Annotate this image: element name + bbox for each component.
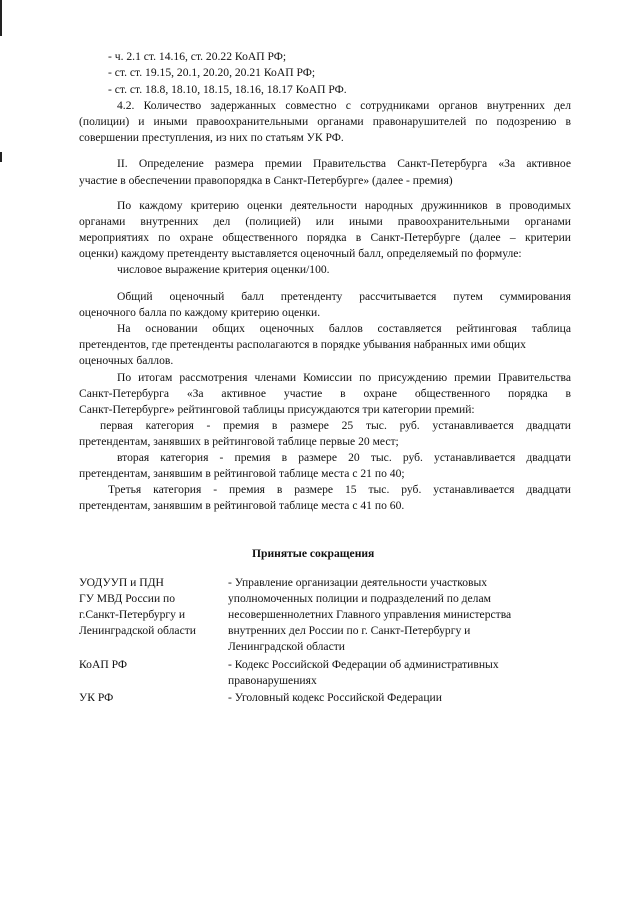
paragraph-line: По каждому критерию оценки деятельности народных дружинников в проводимых	[117, 199, 571, 212]
abbreviation-term: КоАП РФ	[79, 658, 128, 671]
abbreviation-definition: правонарушениях	[228, 674, 317, 687]
formula-line: числовое выражение критерия оценки/100.	[117, 263, 330, 276]
paragraph-line: претендентам, занявшим в рейтинговой таблице места с 41 по 60.	[79, 499, 405, 512]
paragraph-line: (полиции) и иными правоохранительными органами правонарушителей по подозрению в	[79, 115, 571, 128]
paragraph-line: На основании общих оценочных баллов составляется рейтинговая таблица	[117, 322, 571, 335]
section-heading: участие в обеспечении правопорядка в Санкт-Петербурге» (далее - премия)	[79, 174, 453, 187]
section-heading: II. Определение размера премии Правительства Санкт-Петербурга «За активное	[117, 157, 571, 170]
paragraph-line: претендентам, занявших в рейтинговой таблице первые 20 мест;	[79, 435, 399, 448]
paragraph-line: претендентам, занявшим в рейтинговой таблице места с 21 по 40;	[79, 467, 405, 480]
paragraph-line: 4.2. Количество задержанных совместно с сотрудниками органов внутренних дел	[117, 99, 571, 112]
paragraph-line: Третья категория - премия в размере 15 тыс. руб. устанавливается двадцати	[108, 483, 571, 496]
paragraph-line: органами внутренних дел (полицией) или иными правоохранительными органами	[79, 215, 571, 228]
paragraph-line: оценки) каждому претенденту выставляется оценочный балл, определяемый по формуле:	[79, 247, 522, 260]
abbreviation-definition: - Управление организации деятельности участковых	[228, 576, 488, 589]
scan-edge-mark	[0, 152, 2, 162]
abbreviation-term: Ленинградской области	[79, 624, 196, 637]
abbreviation-definition: Ленинградской области	[228, 640, 345, 653]
paragraph-line: претендентов, где претенденты располагаются в порядке убывания набранных ими общих	[79, 338, 526, 351]
paragraph-line: Санкт-Петербурге» рейтинговой таблицы присуждаются три категории премий:	[79, 403, 475, 416]
paragraph-line: Общий оценочный балл претенденту рассчитывается путем суммирования	[117, 290, 571, 303]
paragraph-line: первая категория - премия в размере 25 тыс. руб. устанавливается двадцати	[100, 419, 571, 432]
list-item: - ст. ст. 18.8, 18.10, 18.15, 18.16, 18.17 КоАП РФ.	[108, 83, 347, 96]
paragraph-line: совершении преступления, из них по статьям УК РФ.	[79, 131, 344, 144]
paragraph-line: оценочного балла по каждому критерию оценки.	[79, 306, 321, 319]
abbreviation-definition: внутренних дел России по г. Санкт-Петербургу и	[228, 624, 471, 637]
paragraph-line: оценочных баллов.	[79, 354, 174, 367]
abbreviation-term: УОДУУП и ПДН	[79, 576, 164, 589]
abbreviation-term: г.Санкт-Петербургу и	[79, 608, 186, 621]
scan-edge-mark	[0, 0, 2, 36]
abbreviation-term: УК РФ	[79, 691, 114, 704]
abbreviation-definition: несовершеннолетних Главного управления министерства	[228, 608, 512, 621]
abbreviation-term: ГУ МВД России по	[79, 592, 176, 605]
paragraph-line: Санкт-Петербурга «За активное участие в охране общественного порядка в	[79, 387, 571, 400]
paragraph-line: По итогам рассмотрения членами Комиссии по присуждению премии Правительства	[117, 371, 571, 384]
abbreviation-definition: - Уголовный кодекс Российской Федерации	[228, 691, 442, 704]
list-item: - ст. ст. 19.15, 20.1, 20.20, 20.21 КоАП РФ;	[108, 66, 316, 79]
paragraph-line: вторая категория - премия в размере 20 тыс. руб. устанавливается двадцати	[117, 451, 571, 464]
abbreviation-definition: - Кодекс Российской Федерации об административных	[228, 658, 499, 671]
list-item: - ч. 2.1 ст. 14.16, ст. 20.22 КоАП РФ;	[108, 50, 287, 63]
paragraph-line: мероприятиях по охране общественного порядка в Санкт-Петербурге (далее – критерии	[79, 231, 571, 244]
abbreviation-definition: уполномоченных полиции и подразделений по делам	[228, 592, 491, 605]
abbreviations-title: Принятые сокращения	[252, 547, 375, 560]
